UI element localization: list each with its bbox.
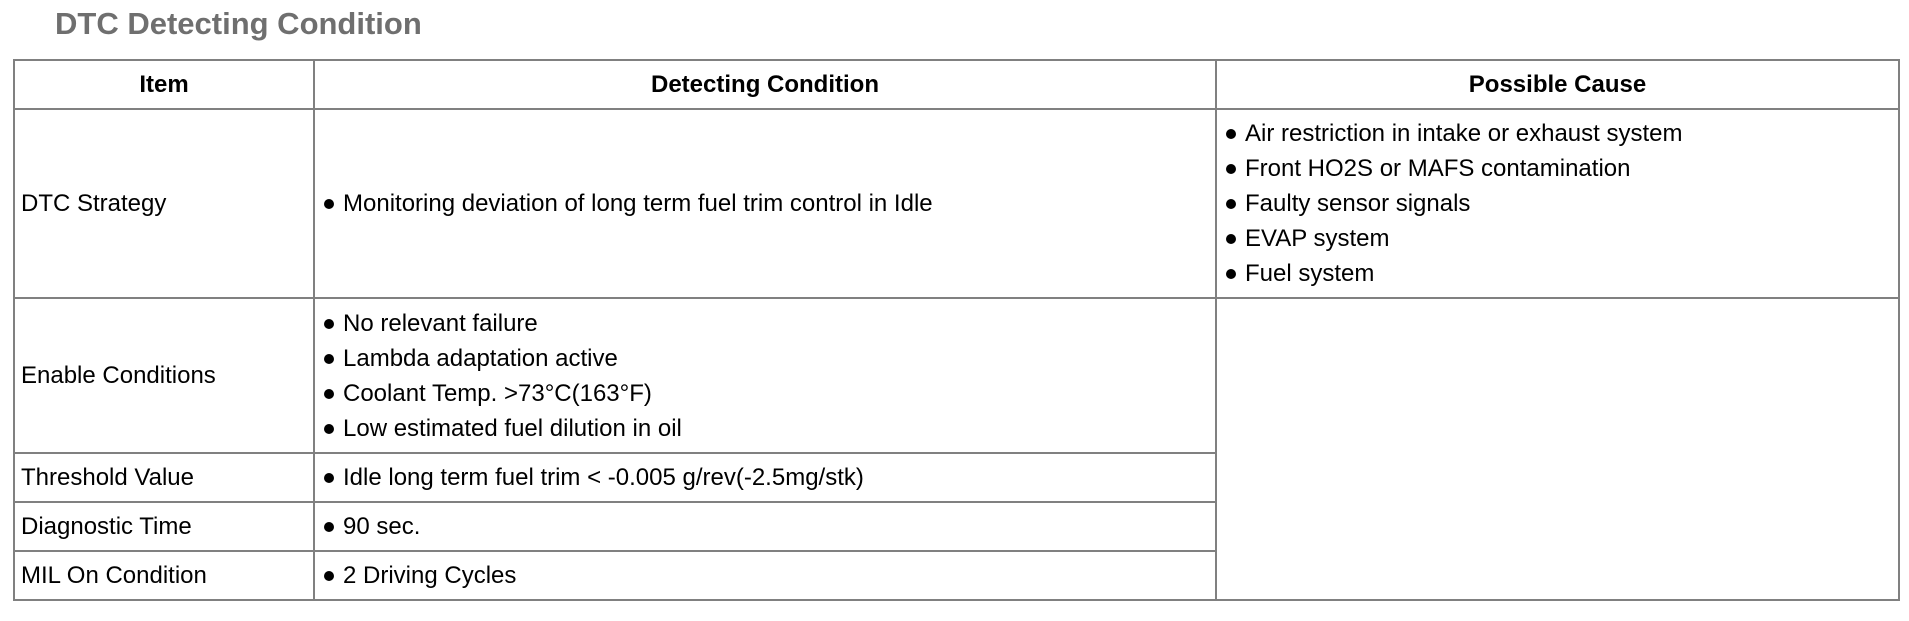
list-item: Lambda adaptation active	[321, 341, 1209, 376]
item-diagnostic-time: Diagnostic Time	[14, 502, 314, 551]
condition-diagnostic-time	[314, 502, 1216, 551]
table-row-enable-conditions	[14, 298, 1899, 453]
item-dtc-strategy: DTC Strategy	[14, 109, 314, 298]
list-item: EVAP system	[1223, 221, 1892, 256]
header-possible-cause: Possible Cause	[1216, 60, 1899, 109]
condition-enable-conditions	[314, 298, 1216, 453]
table-row-dtc-strategy	[14, 109, 1899, 298]
condition-threshold-value	[314, 453, 1216, 502]
header-detecting-condition: Detecting Condition	[314, 60, 1216, 109]
item-enable-conditions: Enable Conditions	[14, 298, 314, 453]
condition-dtc-strategy	[314, 109, 1216, 298]
possible-cause-blank-cell	[1216, 298, 1899, 600]
list-item: Idle long term fuel trim < -0.005 g/rev(-2.5mg/stk)	[321, 460, 1209, 495]
page-title: DTC Detecting Condition	[55, 6, 422, 41]
list-item: 2 Driving Cycles	[321, 558, 1209, 593]
list-item: Faulty sensor signals	[1223, 186, 1892, 221]
list-item: No relevant failure	[321, 306, 1209, 341]
list-item: Monitoring deviation of long term fuel trim control in Idle	[321, 186, 1209, 221]
table-header-row	[14, 60, 1899, 109]
list-item: Air restriction in intake or exhaust system	[1223, 116, 1892, 151]
list-item: Fuel system	[1223, 256, 1892, 291]
list-item: 90 sec.	[321, 509, 1209, 544]
condition-mil-on-condition	[314, 551, 1216, 600]
dtc-condition-table	[13, 59, 1900, 601]
header-item: Item	[14, 60, 314, 109]
list-item: Front HO2S or MAFS contamination	[1223, 151, 1892, 186]
list-item: Low estimated fuel dilution in oil	[321, 411, 1209, 446]
item-threshold-value: Threshold Value	[14, 453, 314, 502]
possible-cause-list	[1216, 109, 1899, 298]
item-mil-on-condition: MIL On Condition	[14, 551, 314, 600]
list-item: Coolant Temp. >73°C(163°F)	[321, 376, 1209, 411]
